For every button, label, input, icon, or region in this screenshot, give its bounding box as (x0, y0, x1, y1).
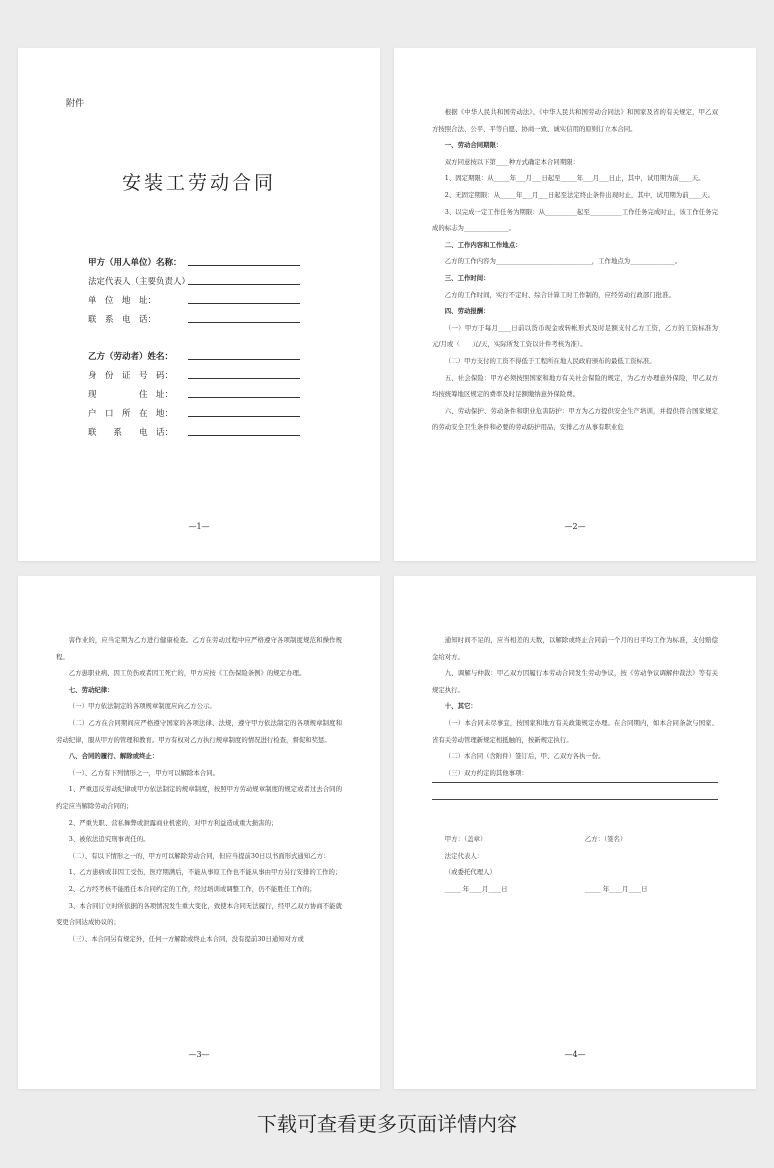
paragraph: 1、固定期限：从_____年___月___日起至_____年___月___日止，其中，试用期为前____天。 (444, 174, 705, 183)
other-matters-lines (432, 774, 718, 808)
blank-line (432, 774, 718, 783)
paragraph: 乙方的工作时间，实行不定时、综合计算工时工作制的，应经劳动行政部门批准。 (444, 290, 675, 299)
section-heading: 三、工作时间： (444, 273, 490, 282)
paragraph: （二）乙方在合同期间应严格遵守国家的各项法律、法规，遵守甲方依法制定的各项规章制度和劳动纪律，服从甲方的管理和教育。甲方有权对乙方执行规章制度的情况进行检查，督促和奖惩。 (56, 718, 342, 744)
party-b-phone-field (88, 424, 308, 438)
paragraph: （三）双方约定的其他事项： (444, 768, 528, 777)
paragraph: 乙方患职业病、因工负伤或者因工死亡的，甲方应按《工伤保险条例》的规定办理。 (68, 669, 306, 678)
party-a-seal: 甲方：（盖章） (444, 835, 487, 843)
party-b-address-label: 现 住 址： (88, 390, 174, 400)
party-b-id-label: 身 份 证 号 码： (88, 371, 174, 381)
paragraph: 2、无固定期限：从_____年___月___日起至法定终止条件出现时止，其中，试用期为前____天。 (444, 190, 715, 199)
party-b-name-label: 乙方（劳动者）姓名： (88, 352, 174, 362)
paragraph: （一）甲方依法制定的各项规章制度应向乙方公示。 (68, 702, 216, 711)
page-number: —4— (564, 1050, 586, 1059)
paragraph: 五、社会保险：甲方必须按照国家和地方有关社会保险的规定，为乙方办理意外保险，甲乙双方均按统筹地区规定的费率及时足额缴纳意外保险费。 (432, 373, 718, 399)
paragraph: 3、被依法追究刑事责任的。 (68, 835, 150, 844)
party-a-address-field (88, 292, 308, 306)
page-1 (18, 48, 380, 561)
page-number: —1— (188, 522, 210, 531)
agent-label: （或委托代理人） (444, 868, 496, 877)
page-3 (18, 576, 380, 1089)
section-heading: 十、其它： (444, 702, 477, 711)
paragraph: （一）本合同未尽事宜，按国家和地方有关政策规定办理。在合同期内，如本合同条款与国家、省有关劳动管理新规定相抵触的，按新规定执行。 (432, 718, 718, 744)
page-2 (394, 48, 756, 561)
section-heading: 二、工作内容和工作地点： (444, 240, 522, 249)
party-a-address-label: 单 位 地 址： (88, 296, 157, 306)
party-b-hukou-label: 户 口 所 在 地： (88, 409, 174, 419)
contract-title: 安装工劳动合同 (121, 172, 276, 194)
party-a-legal-rep-field (88, 273, 308, 287)
signature-row (432, 831, 718, 848)
paragraph: 害作业的，应当定期为乙方进行健康检查。乙方在劳动过程中应严格遵守各项制度规范和操作规程。 (56, 636, 342, 661)
blank-line (188, 265, 300, 266)
party-b-name-field (88, 348, 308, 362)
blank-line (188, 303, 300, 304)
blank-line (188, 322, 300, 323)
paragraph: （三）、本合同另有规定外，任何一方解除或终止本合同，没有提前30日通知对方或 (68, 934, 304, 943)
paragraph: 双方同意按以下第____种方式确定本合同期限： (444, 157, 579, 166)
blank-line (188, 416, 300, 417)
party-b-phone-label: 联 系 电 话： (88, 428, 174, 438)
legal-rep-label: 法定代表人： (444, 851, 484, 860)
party-a-date: _____ 年____月____日 (444, 884, 508, 893)
party-a-phone-field (88, 311, 308, 325)
blank-line (432, 791, 718, 800)
page-number: —3— (188, 1050, 210, 1059)
page-2-body (432, 104, 731, 436)
date-row (432, 881, 718, 898)
blank-line (188, 378, 300, 379)
paragraph: 六、劳动保护、劳动条件和职业危害防护：甲方为乙方提供安全生产培训，并提供符合国家规定的劳动安全卫生条件和必要的劳动防护用品，安排乙方从事有职业危 (432, 406, 718, 432)
blank-line (188, 435, 300, 436)
attachment-label: 附件 (66, 99, 85, 109)
page-number: —2— (564, 522, 586, 531)
section-heading: 八、合同的履行、解除或终止： (68, 752, 159, 761)
blank-line (188, 397, 300, 398)
paragraph: 3、以完成一定工作任务为期限：从__________起至__________工作任务完成时止，该工作任务完成的标志为______________。 (432, 207, 718, 233)
paragraph: 通知时间不足的，应当相差的天数，以解除或终止合同前一个月的日平均工作为标准，支付赔偿金给对方。 (432, 636, 718, 661)
section-heading: 七、劳动纪律： (68, 685, 114, 694)
paragraph: （一）甲方于每月____日前以货币现金或转帐形式及时足额支付乙方工资，乙方的工资标准为 元/月或（ 元/天，实际所发工资以计件考核为准）。 (432, 323, 731, 349)
paragraph: 九、调解与仲裁：甲乙双方因履行本劳动合同发生劳动争议，按《劳动争议调解仲裁法》等有关规定执行。 (432, 669, 718, 694)
party-a-name-label: 甲方（用人单位）名称： (88, 258, 182, 268)
page-4-body (432, 632, 718, 781)
paragraph: 乙方的工作内容为______________________________，工作地点为______________。 (444, 257, 682, 266)
party-b-date: _____ 年____月____日 (584, 884, 648, 893)
section-heading: 一、劳动合同期限： (444, 141, 503, 150)
paragraph: （二）、有以下情形之一的，甲方可以解除劳动合同，但应当提前30日以书面形式通知乙方： (68, 851, 330, 860)
paragraph: 1、乙方患病或非因工受伤，医疗期满后，不能从事原工作也不能从事由甲方另行安排的工作的； (68, 868, 342, 877)
section-heading: 四、劳动报酬： (444, 307, 490, 316)
signature-block (432, 831, 718, 897)
paragraph: （二）甲方支付的工资不得低于工程所在地人民政府颁布的最低工资标准。 (444, 356, 656, 365)
party-b-sign: 乙方：（签名） (584, 835, 627, 843)
paragraph: 根据《中华人民共和国劳动法》、《中华人民共和国劳动合同法》和国家及省的有关规定，甲乙双方按照合法、公平、平等自愿、协商一致、诚实信用的原则订立本合同。 (432, 108, 718, 133)
paragraph: 1、严重违反劳动纪律或甲方依法制定的规章制度，按照甲方劳动规章制度的规定或者过去合同的约定应当解除劳动合同的； (56, 785, 342, 810)
party-a-legal-rep-label: 法定代表人（主要负责人） (88, 277, 191, 287)
party-a-phone-label: 联 系 电 话： (88, 315, 157, 325)
paragraph: 3、本合同订立时所依据的各项情况发生重大变化，致使本合同无法履行，经甲乙双方协商不能就变更合同达成协议的； (56, 901, 342, 927)
paragraph: （一）、乙方有下列情形之一，甲方可以解除本合同。 (68, 768, 219, 777)
paragraph: （二）本合同（含附件）签订后，甲、乙双方各执一份。 (444, 752, 605, 761)
page-3-body (56, 632, 342, 947)
paragraph: 2、乙方经考核不能胜任本合同约定的工作，经过培训或调整工作，仍不能胜任工作的； (68, 884, 316, 893)
party-b-id-field (88, 367, 308, 381)
blank-line (188, 359, 300, 360)
download-more-caption: 下载可查看更多页面详情内容 (257, 1112, 517, 1136)
paragraph: 2、严重失职、营私舞弊或泄露商业机密的，对甲方利益造成重大损害的； (68, 818, 278, 827)
party-a-name-field (88, 254, 308, 268)
page-4 (394, 576, 756, 1089)
party-b-address-field (88, 386, 308, 400)
party-b-hukou-field (88, 405, 308, 419)
blank-line (188, 284, 300, 285)
